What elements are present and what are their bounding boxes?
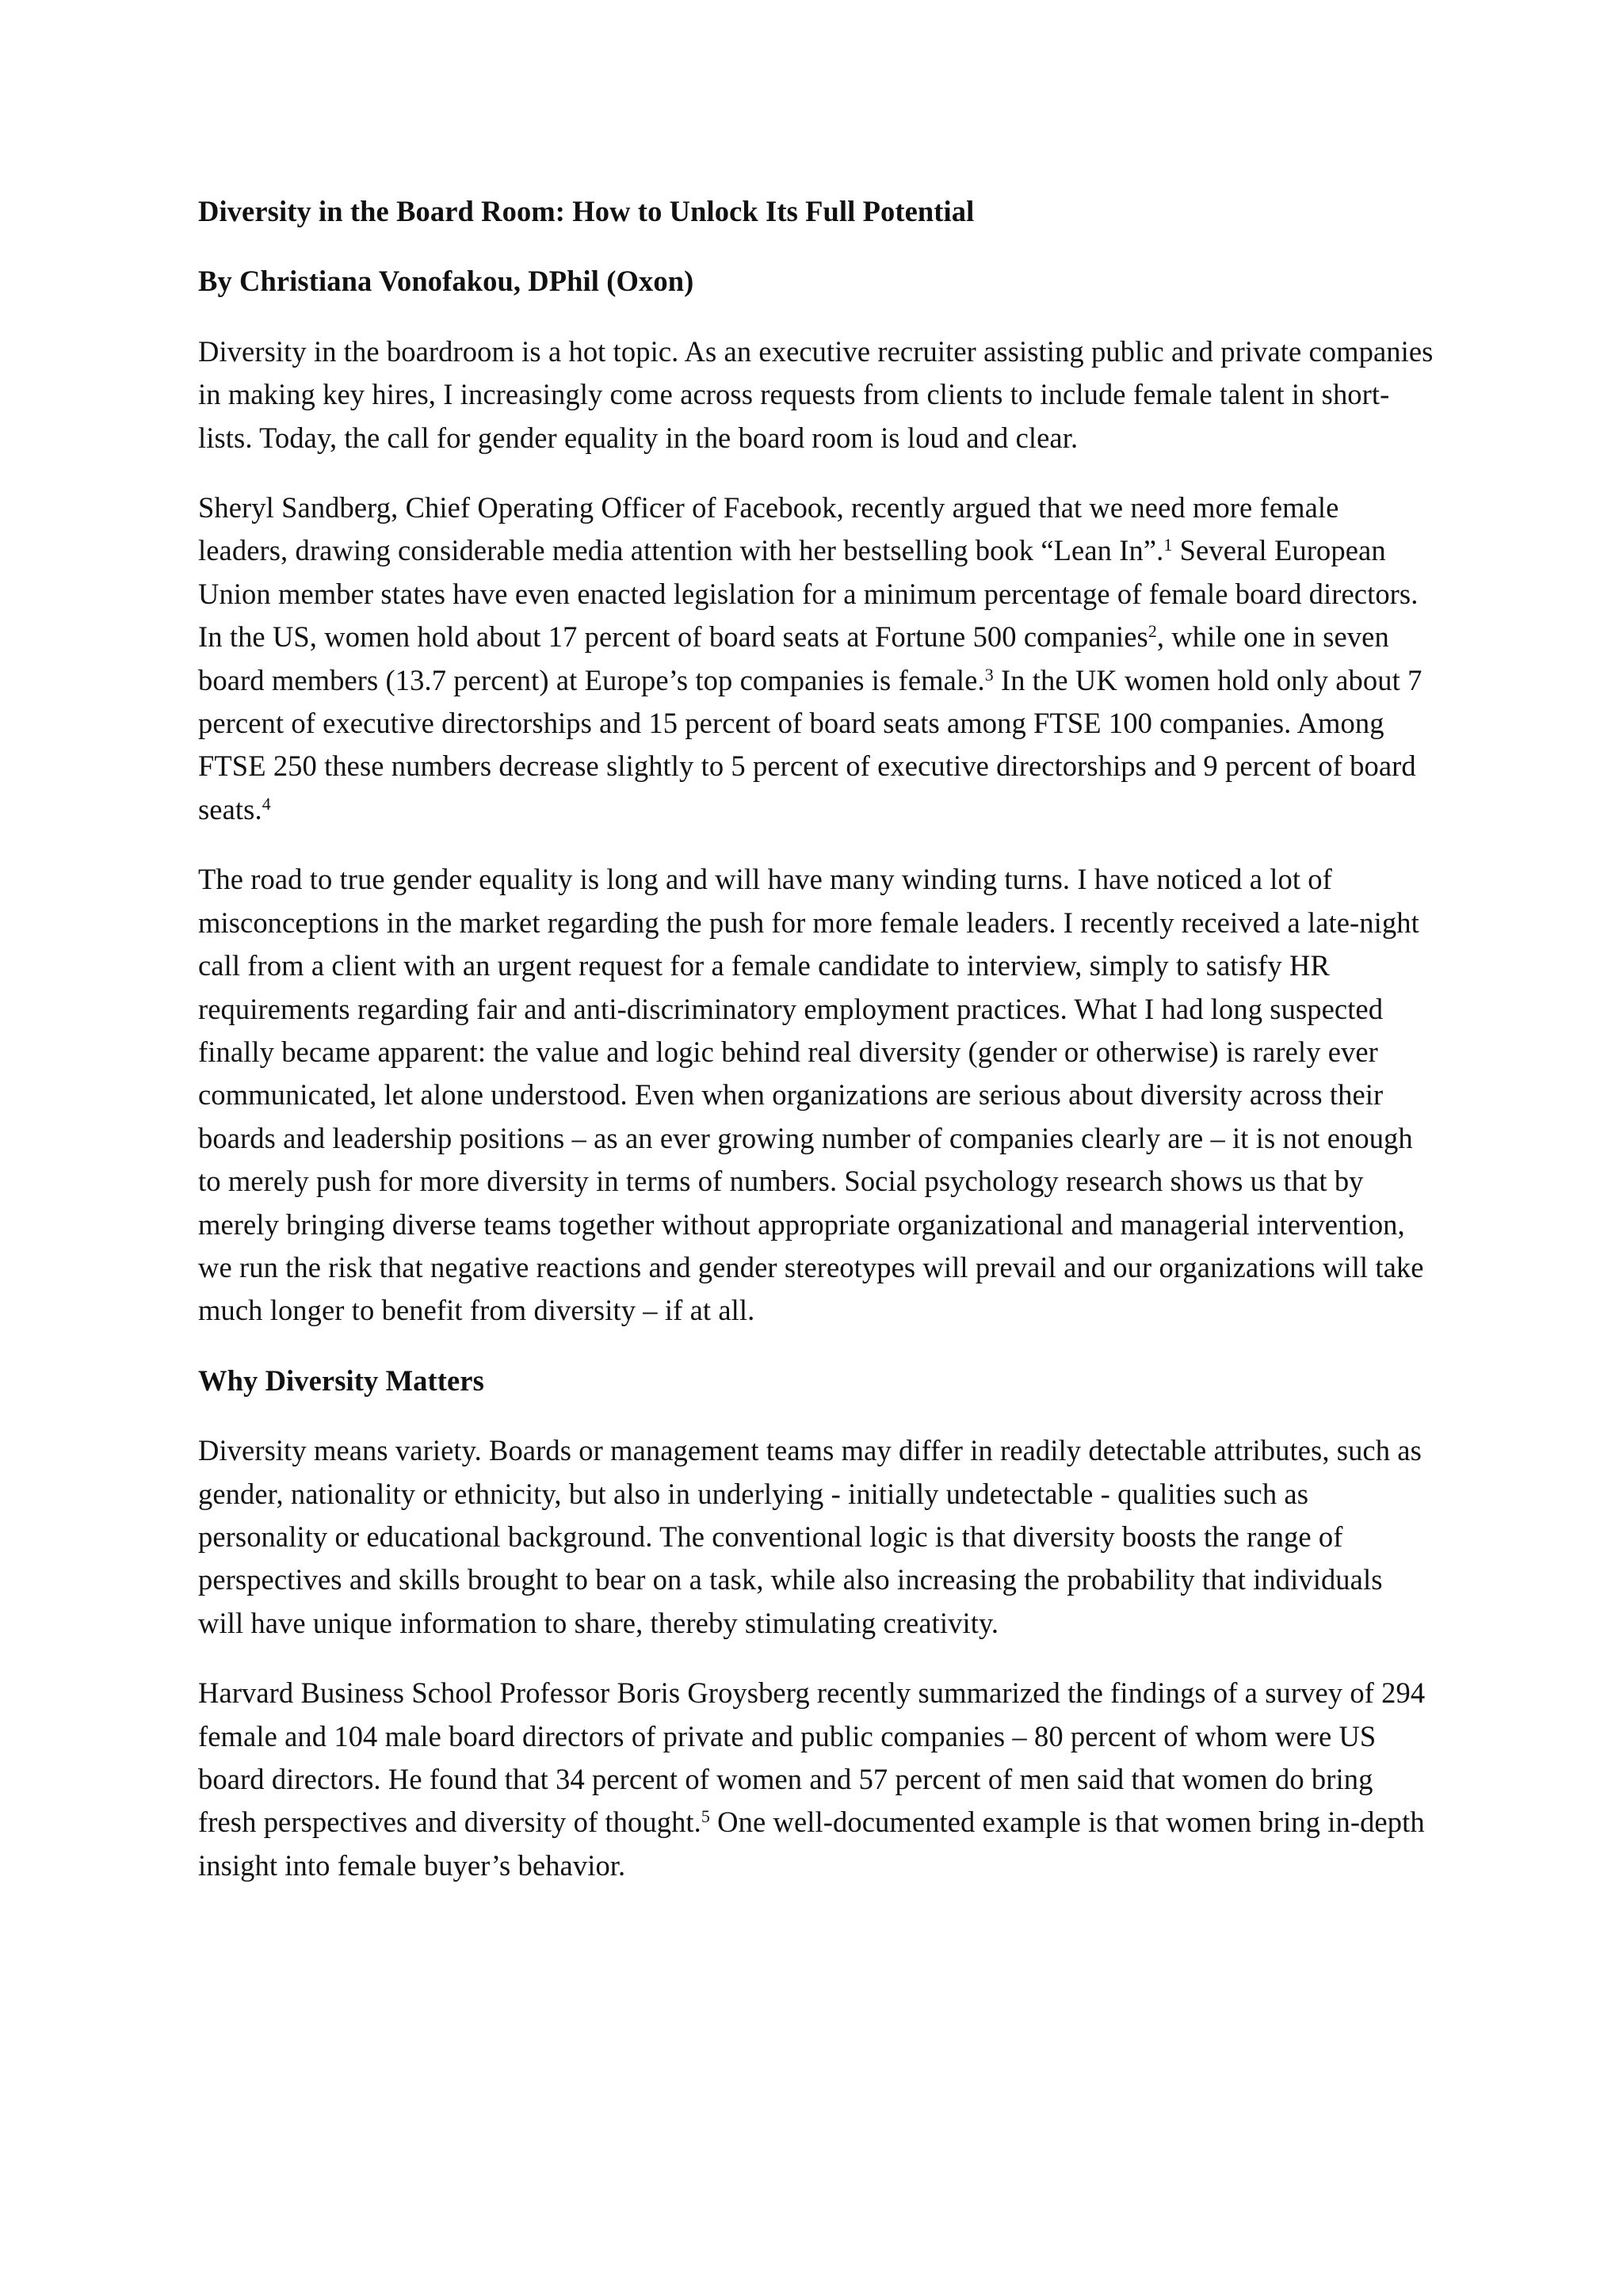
paragraph-text: One well-documented example is that women bring in-depth insight into female buyer’s behavior. (198, 1806, 1425, 1882)
footnote-ref-4: 4 (262, 793, 271, 814)
paragraph-text: Several European Union member states have even enacted legislation for a minimum percentage of female board directors. In the US, women hold about 17 percent of board seats at Fortune 500 companies (198, 534, 1419, 654)
section-paragraph-1: Diversity means variety. Boards or management teams may differ in readily detectable attributes, such as gender, nationality or ethnicity, but also in underlying - initially undetectable - qualities such as personality or educational background. The conventional logic is that diversity boosts the range of perspectives and skills brought to bear on a task, while also increasing the probability that individuals will have unique information to share, thereby stimulating creativity. (198, 1434, 1422, 1639)
paragraph-text: Harvard Business School Professor Boris Groysberg recently summarized the findings of a survey of 294 female and 104 male board directors of private and public companies – 80 percent of whom were US board directors. He found that 34 percent of women and 57 percent of men said that women do bring fresh perspectives and diversity of thought. (198, 1676, 1426, 1839)
document-title: Diversity in the Board Room: How to Unlock Its Full Potential (198, 195, 975, 227)
footnote-ref-2: 2 (1148, 621, 1157, 642)
intro-paragraph-1: Diversity in the boardroom is a hot topic. As an executive recruiter assisting public and private companies in making key hires, I increasingly come across requests from clients to include female talent in short-lists. Today, the call for gender equality in the board room is loud and clear. (198, 334, 1434, 454)
footnote-ref-1: 1 (1163, 535, 1173, 555)
footnote-ref-5: 5 (701, 1806, 710, 1827)
section-paragraph-2 (198, 1672, 1434, 1887)
paragraph-text: Sheryl Sandberg, Chief Operating Officer of Facebook, recently argued that we need more female leaders, drawing considerable media attention with her bestselling book “Lean In”. (198, 491, 1339, 567)
footnote-ref-3: 3 (984, 664, 994, 685)
author-byline: By Christiana Vonofakou, DPhil (Oxon) (198, 265, 694, 298)
intro-paragraph-2 (198, 486, 1434, 831)
paragraph-text: , while one in seven board members (13.7 percent) at Europe’s top companies is female. (198, 620, 1389, 696)
section-heading: Why Diversity Matters (198, 1363, 484, 1397)
intro-paragraph-3: The road to true gender equality is long and will have many winding turns. I have noticed a lot of misconceptions in the market regarding the push for more female leaders. I recently received a late-night call from a client with an urgent request for a female candidate to interview, simply to satisfy HR requirements regarding fair and anti-discriminatory employment practices. What I had long suspected finally became apparent: the value and logic behind real diversity (gender or otherwise) is rarely ever communicated, let alone understood. Even when organizations are serious about diversity across their boards and leadership positions – as an ever growing number of companies clearly are – it is not enough to merely push for more diversity in terms of numbers. Social psychology research shows us that by merely bringing diverse teams together without appropriate organizational and managerial intervention, we run the risk that negative reactions and gender stereotypes will prevail and our organizations will take much longer to benefit from diversity – if at all. (198, 863, 1424, 1327)
paragraph-text: In the UK women hold only about 7 percent of executive directorships and 15 percent of board seats among FTSE 100 companies. Among FTSE 250 these numbers decrease slightly to 5 percent of executive directorships and 9 percent of board seats. (198, 663, 1423, 826)
document-body (198, 190, 1434, 1887)
